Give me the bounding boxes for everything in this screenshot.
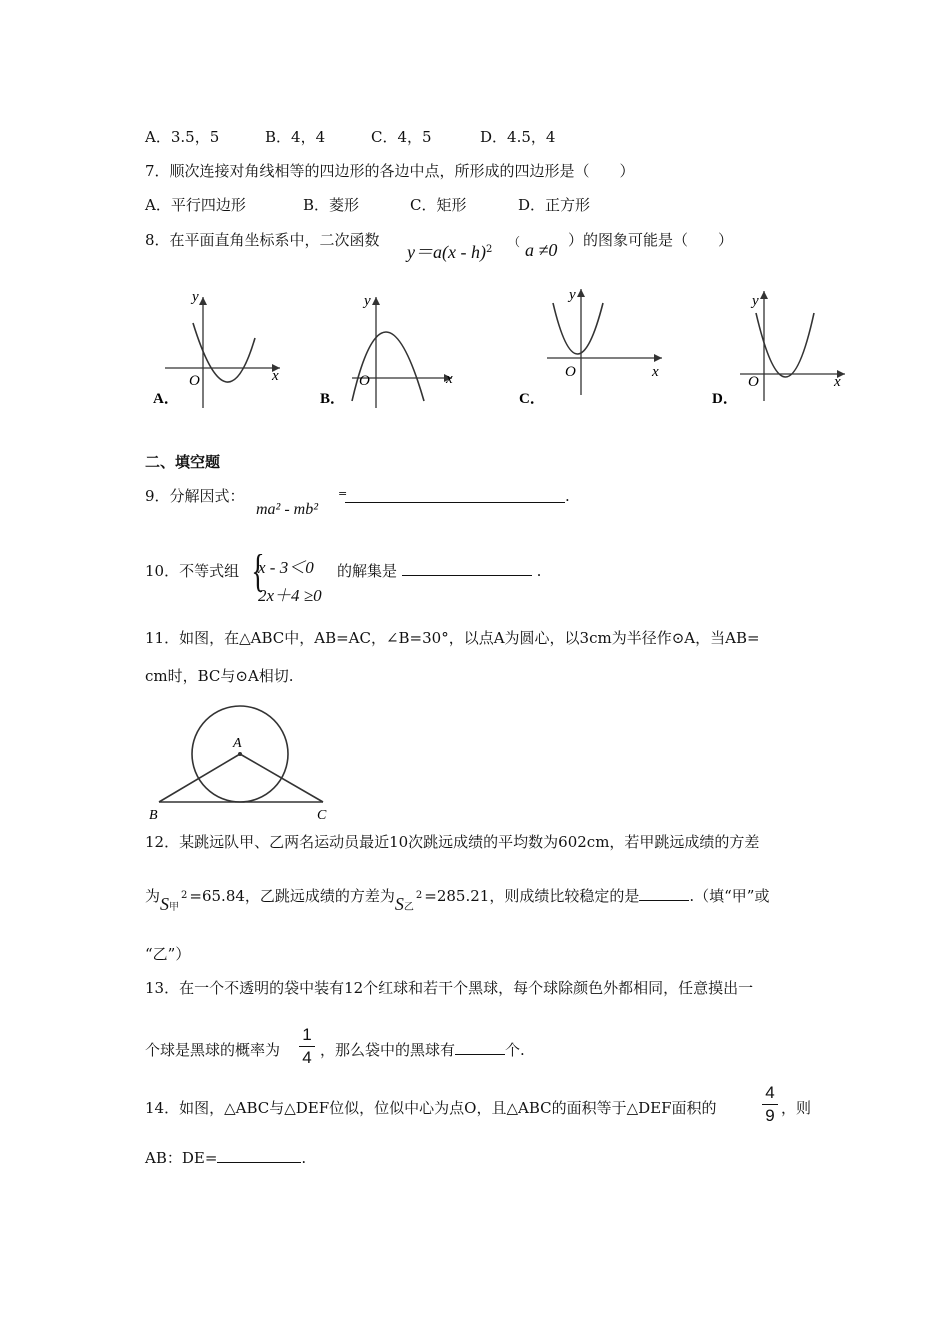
- q8-stem-after: ）的图象可能是（ ）: [568, 231, 734, 249]
- q13-denominator: 4: [302, 1048, 312, 1067]
- q10-end: .: [536, 562, 542, 580]
- q10-prefix: 10．不等式组: [145, 562, 240, 580]
- origin-label: O: [359, 373, 370, 389]
- q14-denominator: 9: [765, 1106, 775, 1125]
- q12-text-c: =285.21，则成绩比较稳定的是: [424, 887, 640, 905]
- q14-fraction: [762, 1083, 778, 1126]
- q12-line3: “乙”）: [145, 945, 191, 963]
- origin-label: O: [189, 373, 200, 389]
- q9-end: .: [565, 487, 570, 505]
- q14-line1-tail: ，则: [781, 1099, 812, 1117]
- q7-option-c: C．矩形: [410, 196, 467, 214]
- axis-x-label: x: [446, 371, 453, 387]
- q7-stem: 7．顺次连接对角线相等的四边形的各边中点，所形成的四边形是（ ）: [145, 162, 635, 180]
- q13-line2-tail: [320, 1040, 525, 1060]
- q8-graph-c: [517, 283, 667, 413]
- q10-line1: x - 3＜0: [258, 558, 314, 577]
- q14-line2: [145, 1148, 306, 1168]
- point-b-label: B: [149, 808, 158, 823]
- q12-text-d: .（填“甲”或: [689, 887, 770, 905]
- axis-x-label: x: [272, 368, 279, 384]
- section-title: 二、填空题: [145, 453, 221, 471]
- q8-graph-a: [145, 283, 285, 413]
- graph-label-c: C．: [519, 391, 545, 407]
- q9: [145, 486, 570, 518]
- q11-line1: 11．如图，在△ABC中，AB=AC，∠B=30°，以点A为圆心，以3cm为半径作⊙A，当AB=: [145, 629, 760, 647]
- q11-line2: cm时，BC与⊙A相切.: [145, 667, 294, 685]
- q14-text-a: 14．如图，△ABC与△DEF位似，位似中心为点O，且△ABC的面积等于△DEF面积的: [145, 1099, 717, 1117]
- q10-tail: [337, 561, 541, 581]
- q6-option-a: A．3.5，5: [145, 128, 220, 146]
- q8-graph-b: [312, 283, 452, 413]
- q13-text-c: 个.: [505, 1041, 525, 1059]
- q13-answer-blank[interactable]: [455, 1040, 505, 1055]
- q9-eq: =: [338, 487, 348, 500]
- origin-label: O: [748, 374, 759, 390]
- axis-y-label: y: [569, 287, 576, 303]
- q9-prefix: 9．分解因式：: [145, 487, 245, 505]
- q10-brace: {: [251, 545, 265, 596]
- q7-option-d: D．正方形: [518, 196, 591, 214]
- q11-figure: [145, 697, 345, 827]
- q6-option-c: C．4，5: [371, 128, 432, 146]
- q14-answer-blank[interactable]: [217, 1148, 301, 1163]
- q7-options: [145, 195, 591, 215]
- point-a-label: A: [233, 736, 242, 751]
- q14-text-d: .: [301, 1149, 307, 1167]
- q10-answer-blank[interactable]: [402, 561, 532, 576]
- q8-graph-d: [710, 283, 850, 413]
- q13-line1: 13．在一个不透明的袋中装有12个红球和若干个黑球，每个球除颜色外都相同，任意摸出一: [145, 979, 754, 997]
- sup-jia: 2: [181, 890, 188, 901]
- q14-numerator: 4: [765, 1083, 775, 1102]
- q6-options: [145, 127, 556, 147]
- q9-expression: ma² - mb²: [256, 501, 319, 518]
- sup-yi: 2: [415, 890, 423, 901]
- q6-option-b: B．4，4: [265, 128, 326, 146]
- q7-option-a: A．平行四边形: [145, 196, 246, 214]
- q13-line2: [145, 1040, 280, 1060]
- axis-y-label: y: [364, 293, 371, 309]
- s-yi: S乙: [394, 894, 414, 914]
- axis-x-label: x: [834, 374, 841, 390]
- q12-line1: 12．某跳远队甲、乙两名运动员最近10次跳远成绩的平均数为602cm，若甲跳远成绩的方差: [145, 833, 760, 851]
- q8-formula: y＝a(x - h)$^2$: [407, 242, 493, 262]
- graph-label-a: A．: [153, 391, 179, 407]
- q10-suffix: 的解集是: [337, 562, 398, 580]
- origin-label: O: [565, 364, 576, 380]
- q10-line2: 2x＋4 ≥0: [258, 586, 322, 605]
- graph-label-b: B．: [320, 391, 346, 407]
- q10: [145, 561, 239, 581]
- axis-y-label: y: [192, 289, 199, 305]
- q14-line1: [145, 1098, 717, 1118]
- axis-y-label: y: [752, 293, 759, 309]
- q12-text-b: =65.84，乙跳远成绩的方差为: [189, 887, 395, 905]
- q8-stem: [145, 230, 734, 262]
- s-jia: S甲: [160, 894, 180, 914]
- q7-option-b: B．菱形: [303, 196, 360, 214]
- q12-text-a: 为: [145, 887, 161, 905]
- q13-text-b: ，那么袋中的黑球有: [320, 1041, 456, 1059]
- graph-label-d: D．: [712, 391, 738, 407]
- q13-text-a: 个球是黑球的概率为: [145, 1041, 281, 1059]
- q8-stem-before: 8．在平面直角坐标系中，二次函数: [145, 231, 380, 249]
- q9-answer-blank[interactable]: [345, 488, 565, 503]
- q13-numerator: 1: [302, 1025, 312, 1044]
- q8-condition: a ≠0: [525, 240, 558, 260]
- q13-fraction: [299, 1025, 315, 1068]
- q6-option-d: D．4.5，4: [480, 128, 556, 146]
- q12-line2: [145, 885, 770, 914]
- axis-x-label: x: [652, 364, 659, 380]
- point-c-label: C: [317, 808, 327, 823]
- q8-cond-open: （: [508, 235, 521, 249]
- q14-text-c: AB：DE=: [145, 1149, 218, 1167]
- q12-answer-blank[interactable]: [639, 886, 689, 901]
